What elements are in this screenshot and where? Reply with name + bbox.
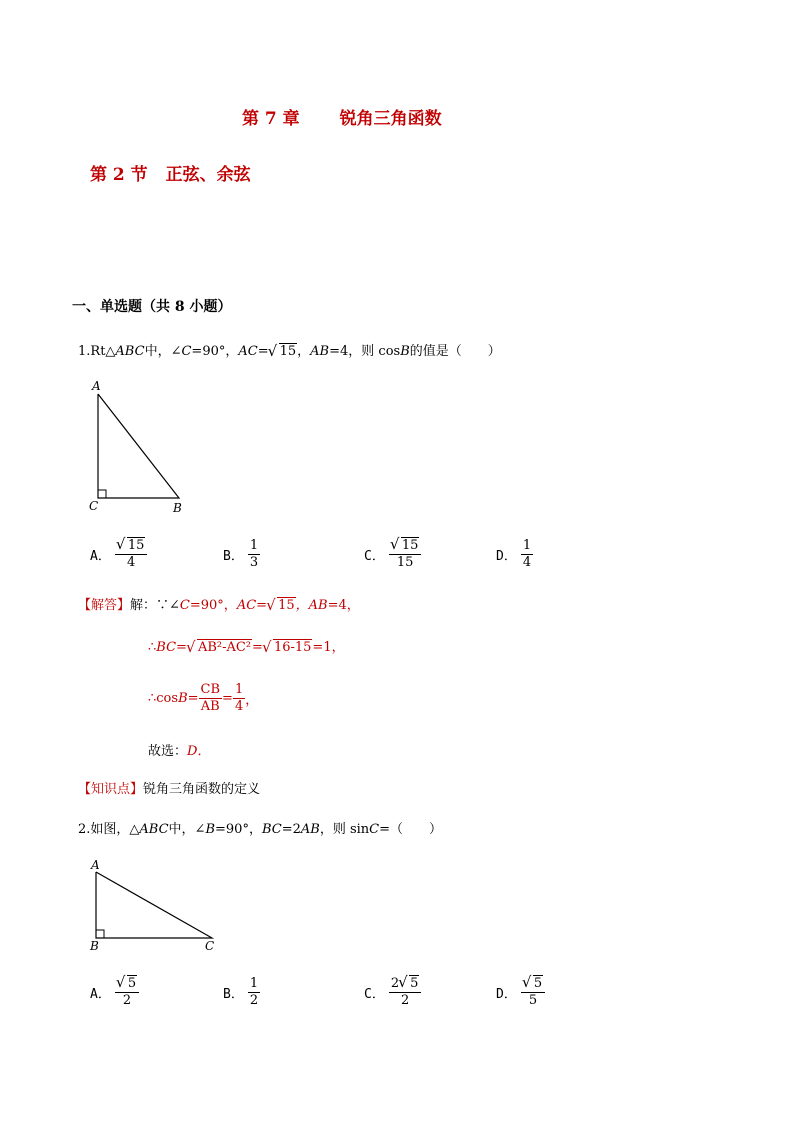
solution-line-3: ∴cos B = $\frac{CB}{AB}$ = $\frac{1}{4}$ ， xyxy=(148,682,259,714)
section-name: 正弦、余弦 xyxy=(165,165,251,185)
knowledge-text: 锐角三角函数的定义 xyxy=(143,782,261,797)
solution-line-1: 【解答】解：∵∠C=90°，AC=√ 15，AB=4， xyxy=(78,594,360,613)
q1-option-b[interactable]: B． $\frac{1}{3}$ xyxy=(223,538,259,570)
vertex-label-c: C xyxy=(205,939,215,953)
section-number: 第 2 节 xyxy=(90,165,148,185)
q2-option-a[interactable]: A． √ $\frac{5}{2}$ xyxy=(90,976,139,1009)
chapter-title xyxy=(242,104,442,129)
sqrt-15: √ 15 xyxy=(269,344,298,359)
vertex-label-b: B xyxy=(173,501,182,515)
q2-option-c[interactable]: C． $\frac{2√ 5}{2}$ xyxy=(364,976,421,1009)
vertex-label-b: B xyxy=(90,939,99,953)
solution-line-4: 故选：D． xyxy=(148,744,211,759)
chapter-name: 锐角三角函数 xyxy=(339,109,442,129)
question-1-stem: 1.Rt△ABC中，∠C=90°，AC=√ 15，AB=4，则 cosB的值是（ ） xyxy=(78,340,501,359)
solution-tag: 【解答】 xyxy=(78,598,131,613)
triangle-figure-1 xyxy=(86,376,196,516)
chapter-number: 第 7 章 xyxy=(242,109,300,129)
vertex-label-a: A xyxy=(91,858,100,872)
vertex-label-a: A xyxy=(92,379,101,393)
solution-line-2: ∴BC=√ AB²-AC²=√ 16-15=1， xyxy=(148,636,345,655)
q2-option-d[interactable]: D． √ $\frac{5}{5}$ xyxy=(496,976,545,1009)
q1-option-c[interactable]: C． √ $\frac{15}{15}$ xyxy=(364,538,421,571)
section-title xyxy=(90,160,251,185)
knowledge-tag: 【知识点】 xyxy=(78,782,144,797)
part-heading: 一、单选题（共 8 小题） xyxy=(72,299,232,315)
triangle-figure-2 xyxy=(86,856,226,956)
vertex-label-c: C xyxy=(89,499,99,513)
knowledge-point xyxy=(78,778,260,797)
q2-option-b[interactable]: B． $\frac{1}{2}$ xyxy=(223,976,259,1008)
q1-option-d[interactable]: D． $\frac{1}{4}$ xyxy=(496,538,532,570)
q1-option-a[interactable]: A． √ $\frac{15}{4}$ xyxy=(90,538,147,571)
question-2-stem: 2.如图，△ABC中，∠B=90°，BC=2AB，则 sinC=（ ） xyxy=(78,822,443,837)
